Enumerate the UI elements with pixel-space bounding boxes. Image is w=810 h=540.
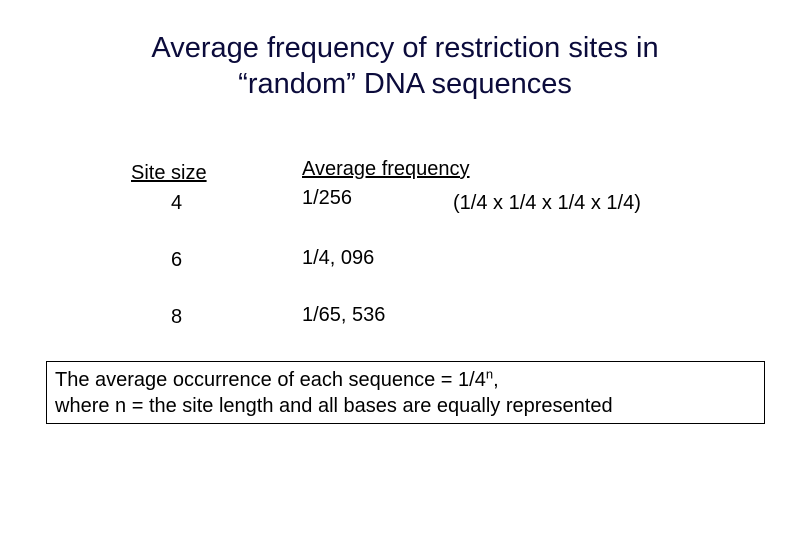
formula-note-box — [46, 361, 765, 424]
row-1-site-size: 4 — [171, 192, 183, 214]
formula-note-comma: , — [493, 369, 499, 391]
row-1-calculation: (1/4 x 1/4 x 1/4 x 1/4) — [453, 192, 641, 214]
row-1-frequency: 1/256 — [302, 187, 353, 209]
formula-note-text: The average occurrence of each sequence = 1/4 — [55, 369, 486, 391]
formula-note-line-2: where n = the site length and all bases are equally represented — [55, 395, 613, 417]
formula-note-line-1 — [55, 367, 764, 393]
header-average-frequency: Average frequency — [302, 158, 470, 180]
formula-exponent: n — [485, 366, 494, 382]
row-2-frequency: 1/4, 096 — [302, 247, 375, 269]
row-3-frequency: 1/65, 536 — [302, 304, 386, 326]
row-2-site-size: 6 — [171, 249, 183, 271]
row-3-site-size: 8 — [171, 306, 183, 328]
slide-title-line-2: “random” DNA sequences — [238, 68, 572, 100]
slide-title — [0, 30, 810, 102]
slide-title-line-1: Average frequency of restriction sites in — [151, 32, 659, 64]
header-site-size: Site size — [131, 162, 207, 184]
